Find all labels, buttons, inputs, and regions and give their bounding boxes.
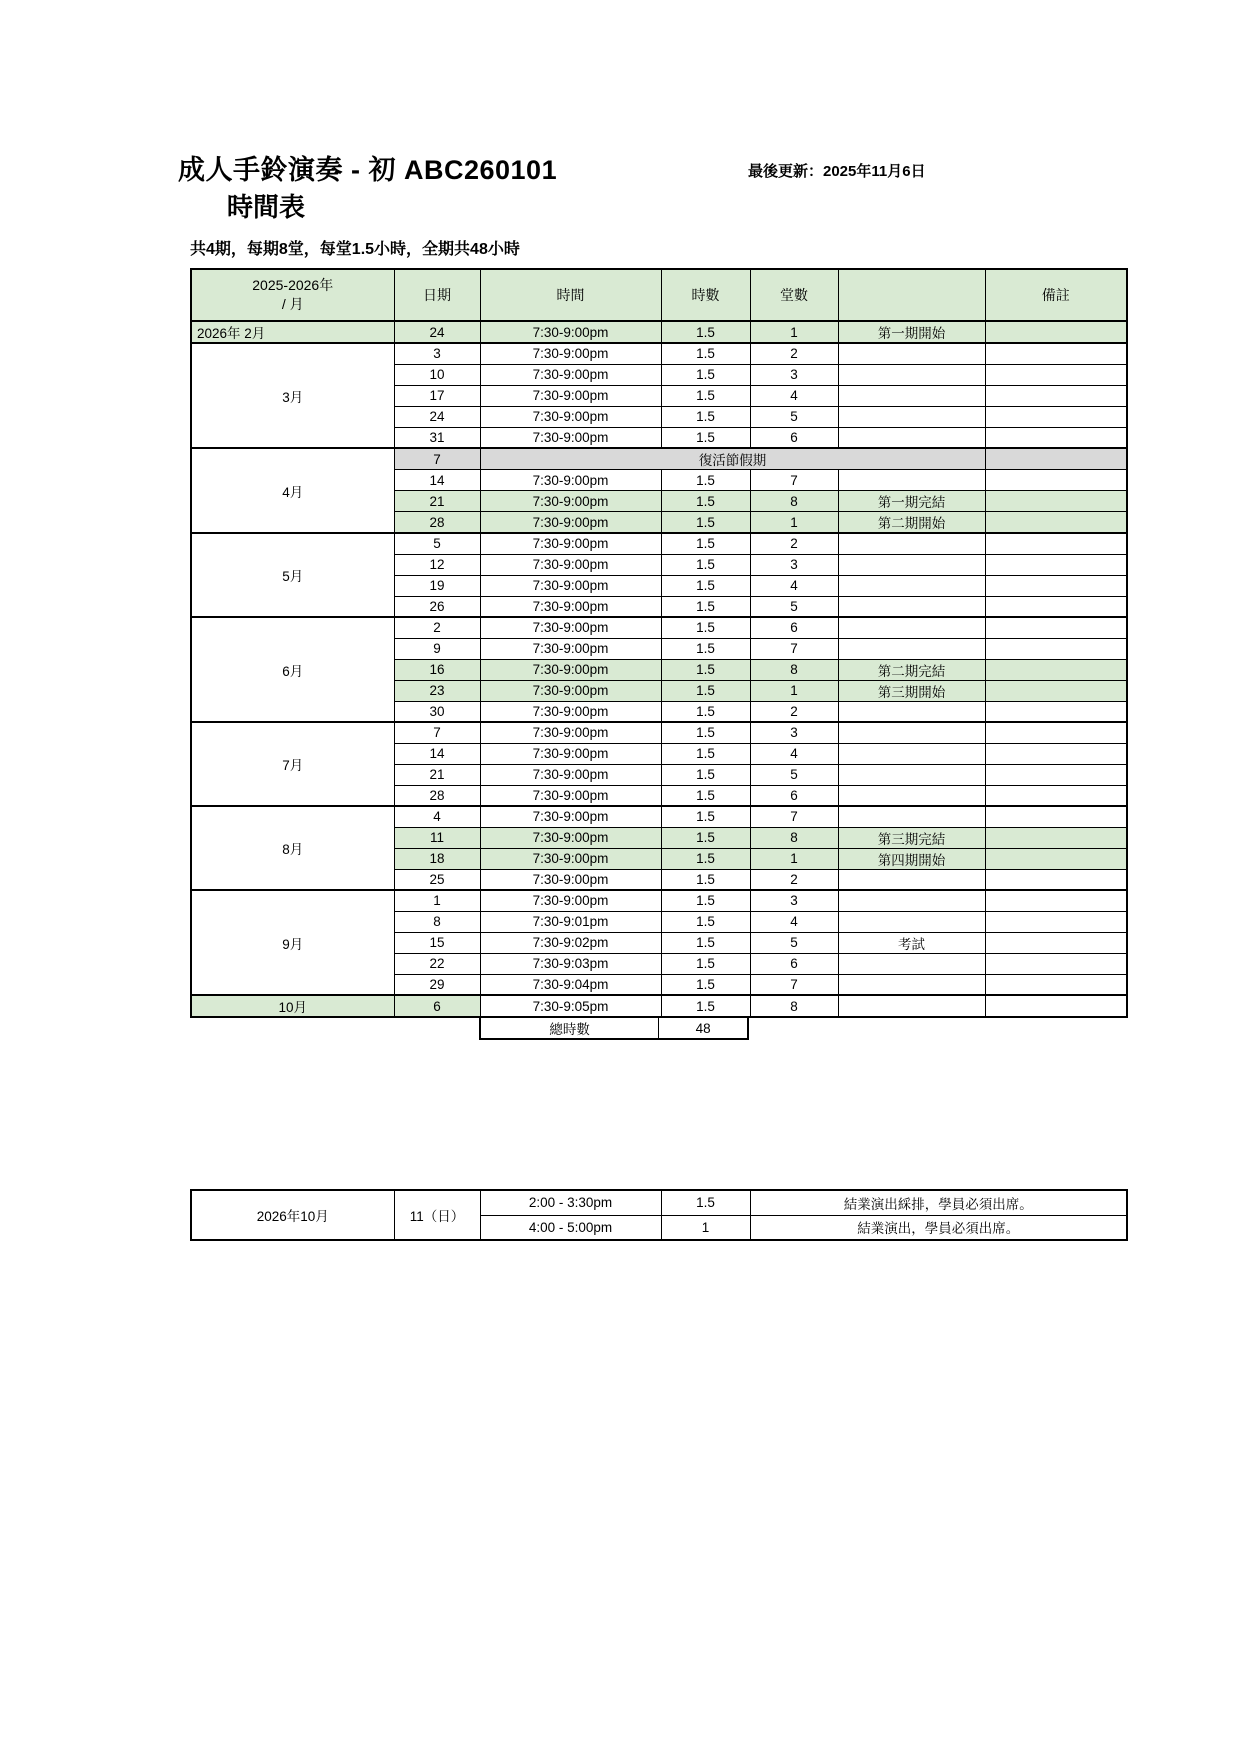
hours-cell: 1.5 <box>661 806 750 827</box>
last-updated-text: 最後更新：2025年11月6日 <box>748 163 926 180</box>
hours-cell: 1.5 <box>661 869 750 890</box>
schedule-row <box>191 722 1127 743</box>
finale-time-cell: 4:00 - 5:00pm <box>480 1215 661 1240</box>
lesson-cell: 5 <box>750 596 838 617</box>
schedule-row <box>191 806 1127 827</box>
time-cell: 7:30-9:00pm <box>480 722 661 743</box>
remark-cell <box>985 890 1127 911</box>
remark-cell <box>985 827 1127 848</box>
note-cell <box>838 764 985 785</box>
lesson-cell: 6 <box>750 953 838 974</box>
remark-cell <box>985 406 1127 427</box>
holiday-row <box>191 448 1127 470</box>
hours-cell: 1.5 <box>661 764 750 785</box>
schedule-row <box>191 321 1127 343</box>
time-cell: 7:30-9:00pm <box>480 806 661 827</box>
note-cell <box>838 701 985 722</box>
note-cell <box>838 596 985 617</box>
page-subtitle: 時間表 <box>227 192 306 222</box>
remark-cell <box>985 995 1127 1017</box>
month-cell: 10月 <box>191 995 394 1017</box>
time-cell: 7:30-9:00pm <box>480 659 661 680</box>
remark-cell <box>985 659 1127 680</box>
remark-cell <box>985 533 1127 554</box>
time-cell: 7:30-9:00pm <box>480 764 661 785</box>
lesson-cell: 7 <box>750 638 838 659</box>
lesson-cell: 3 <box>750 364 838 385</box>
lesson-cell: 2 <box>750 533 838 554</box>
date-cell: 3 <box>394 343 480 364</box>
date-cell: 7 <box>394 722 480 743</box>
lesson-cell: 4 <box>750 743 838 764</box>
finale-note-cell: 結業演出綵排，學員必須出席。 <box>750 1190 1127 1215</box>
hours-cell: 1.5 <box>661 406 750 427</box>
hours-cell: 1.5 <box>661 427 750 448</box>
remark-cell <box>985 932 1127 953</box>
note-cell <box>838 890 985 911</box>
date-cell: 31 <box>394 427 480 448</box>
header-remark-cell: 備註 <box>985 269 1127 321</box>
lesson-cell: 7 <box>750 974 838 995</box>
date-cell: 22 <box>394 953 480 974</box>
remark-cell <box>985 491 1127 512</box>
time-cell: 7:30-9:00pm <box>480 470 661 491</box>
finale-hours-cell: 1 <box>661 1215 750 1240</box>
date-cell: 19 <box>394 575 480 596</box>
lesson-cell: 8 <box>750 827 838 848</box>
date-cell: 6 <box>394 995 480 1017</box>
lesson-cell: 5 <box>750 406 838 427</box>
remark-cell <box>985 385 1127 406</box>
lesson-cell: 6 <box>750 427 838 448</box>
hours-cell: 1.5 <box>661 638 750 659</box>
table-header-row <box>191 269 1127 321</box>
note-cell <box>838 722 985 743</box>
date-cell: 28 <box>394 512 480 534</box>
time-cell: 7:30-9:01pm <box>480 911 661 932</box>
month-cell: 9月 <box>191 890 394 995</box>
date-cell: 5 <box>394 533 480 554</box>
time-cell: 7:30-9:00pm <box>480 617 661 638</box>
schedule-table <box>190 268 1128 1018</box>
lesson-cell: 2 <box>750 869 838 890</box>
time-cell: 7:30-9:00pm <box>480 343 661 364</box>
note-cell <box>838 806 985 827</box>
note-cell: 第一期完結 <box>838 491 985 512</box>
remark-cell <box>985 974 1127 995</box>
time-cell: 7:30-9:02pm <box>480 932 661 953</box>
note-cell <box>838 533 985 554</box>
date-cell: 1 <box>394 890 480 911</box>
lesson-cell: 7 <box>750 806 838 827</box>
hours-cell: 1.5 <box>661 554 750 575</box>
finale-time-cell: 2:00 - 3:30pm <box>480 1190 661 1215</box>
date-cell: 10 <box>394 364 480 385</box>
month-cell: 5月 <box>191 533 394 617</box>
finale-date-cell: 11（日） <box>394 1190 480 1240</box>
note-cell <box>838 343 985 364</box>
note-cell: 第二期開始 <box>838 512 985 534</box>
time-cell: 7:30-9:00pm <box>480 554 661 575</box>
remark-cell <box>985 743 1127 764</box>
date-cell: 4 <box>394 806 480 827</box>
time-cell: 7:30-9:00pm <box>480 890 661 911</box>
time-cell: 7:30-9:00pm <box>480 385 661 406</box>
date-cell: 15 <box>394 932 480 953</box>
lesson-cell: 1 <box>750 848 838 869</box>
schedule-row <box>191 890 1127 911</box>
remark-cell <box>985 364 1127 385</box>
note-cell <box>838 470 985 491</box>
finale-hours-cell: 1.5 <box>661 1190 750 1215</box>
time-cell: 7:30-9:00pm <box>480 827 661 848</box>
date-cell: 14 <box>394 470 480 491</box>
note-cell: 考試 <box>838 932 985 953</box>
hours-cell: 1.5 <box>661 995 750 1017</box>
month-cell: 8月 <box>191 806 394 890</box>
remark-cell <box>985 869 1127 890</box>
hours-cell: 1.5 <box>661 953 750 974</box>
note-cell <box>838 743 985 764</box>
note-cell <box>838 638 985 659</box>
hours-cell: 1.5 <box>661 385 750 406</box>
note-cell <box>838 995 985 1017</box>
note-cell <box>838 953 985 974</box>
lesson-cell: 5 <box>750 932 838 953</box>
time-cell: 7:30-9:00pm <box>480 491 661 512</box>
lesson-cell: 8 <box>750 995 838 1017</box>
lesson-cell: 7 <box>750 470 838 491</box>
schedule-row <box>191 995 1127 1017</box>
time-cell: 7:30-9:00pm <box>480 848 661 869</box>
hours-cell: 1.5 <box>661 321 750 343</box>
remark-cell <box>985 848 1127 869</box>
note-cell <box>838 427 985 448</box>
date-cell: 9 <box>394 638 480 659</box>
schedule-row <box>191 533 1127 554</box>
time-cell: 7:30-9:00pm <box>480 596 661 617</box>
hours-cell: 1.5 <box>661 596 750 617</box>
remark-cell <box>985 764 1127 785</box>
note-cell <box>838 554 985 575</box>
lesson-cell: 2 <box>750 701 838 722</box>
lesson-cell: 8 <box>750 659 838 680</box>
lesson-cell: 1 <box>750 512 838 534</box>
date-cell: 23 <box>394 680 480 701</box>
time-cell: 7:30-9:03pm <box>480 953 661 974</box>
note-cell: 第三期開始 <box>838 680 985 701</box>
finale-note-cell: 結業演出，學員必須出席。 <box>750 1215 1127 1240</box>
total-hours-strip <box>479 1018 749 1040</box>
hours-cell: 1.5 <box>661 974 750 995</box>
lesson-cell: 4 <box>750 575 838 596</box>
note-cell <box>838 364 985 385</box>
month-cell: 2026年 2月 <box>191 321 394 343</box>
header-month-line2: / 月 <box>281 296 304 312</box>
lesson-cell: 5 <box>750 764 838 785</box>
date-cell: 17 <box>394 385 480 406</box>
date-cell: 2 <box>394 617 480 638</box>
note-cell: 第一期開始 <box>838 321 985 343</box>
note-cell <box>838 406 985 427</box>
lesson-cell: 4 <box>750 385 838 406</box>
hours-cell: 1.5 <box>661 722 750 743</box>
time-cell: 7:30-9:00pm <box>480 785 661 806</box>
total-hours-label: 總時數 <box>481 1018 659 1038</box>
lesson-cell: 6 <box>750 785 838 806</box>
remark-cell <box>985 512 1127 534</box>
hours-cell: 1.5 <box>661 343 750 364</box>
lesson-cell: 4 <box>750 911 838 932</box>
remark-cell <box>985 701 1127 722</box>
remark-cell <box>985 680 1127 701</box>
remark-cell <box>985 806 1127 827</box>
course-summary: 共4期，每期8堂，每堂1.5小時，全期共48小時 <box>190 241 520 258</box>
date-cell: 11 <box>394 827 480 848</box>
note-cell: 第三期完結 <box>838 827 985 848</box>
note-cell <box>838 974 985 995</box>
hours-cell: 1.5 <box>661 533 750 554</box>
date-cell: 30 <box>394 701 480 722</box>
date-cell: 21 <box>394 764 480 785</box>
time-cell: 7:30-9:05pm <box>480 995 661 1017</box>
lesson-cell: 3 <box>750 890 838 911</box>
hours-cell: 1.5 <box>661 470 750 491</box>
remark-cell <box>985 427 1127 448</box>
remark-cell <box>985 575 1127 596</box>
hours-cell: 1.5 <box>661 575 750 596</box>
date-cell: 7 <box>394 448 480 470</box>
header-blank-cell <box>838 269 985 321</box>
finale-row <box>191 1190 1127 1215</box>
total-hours-value: 48 <box>695 1020 711 1036</box>
hours-cell: 1.5 <box>661 659 750 680</box>
lesson-cell: 3 <box>750 554 838 575</box>
hours-cell: 1.5 <box>661 512 750 534</box>
remark-cell <box>985 638 1127 659</box>
note-cell: 第二期完結 <box>838 659 985 680</box>
month-cell: 3月 <box>191 343 394 448</box>
remark-cell <box>985 617 1127 638</box>
lesson-cell: 6 <box>750 617 838 638</box>
remark-cell <box>985 343 1127 364</box>
time-cell: 7:30-9:00pm <box>480 701 661 722</box>
date-cell: 29 <box>394 974 480 995</box>
remark-cell <box>985 596 1127 617</box>
finale-table <box>190 1189 1128 1241</box>
header-month-line1: 2025-2026年 <box>252 277 334 294</box>
header-date-cell: 日期 <box>394 269 480 321</box>
note-cell <box>838 911 985 932</box>
time-cell: 7:30-9:00pm <box>480 743 661 764</box>
date-cell: 14 <box>394 743 480 764</box>
finale-month-cell: 2026年10月 <box>191 1190 394 1240</box>
tables-container <box>190 268 1128 1241</box>
remark-cell <box>985 785 1127 806</box>
time-cell: 7:30-9:00pm <box>480 638 661 659</box>
date-cell: 18 <box>394 848 480 869</box>
remark-cell <box>985 470 1127 491</box>
remark-cell <box>985 554 1127 575</box>
time-cell: 7:30-9:00pm <box>480 406 661 427</box>
note-cell <box>838 785 985 806</box>
note-cell: 第四期開始 <box>838 848 985 869</box>
holiday-cell: 復活節假期 <box>480 448 985 470</box>
time-cell: 7:30-9:00pm <box>480 512 661 534</box>
date-cell: 26 <box>394 596 480 617</box>
header-month-cell <box>191 269 394 321</box>
month-cell: 4月 <box>191 448 394 533</box>
time-cell: 7:30-9:04pm <box>480 974 661 995</box>
remark-cell <box>985 321 1127 343</box>
remark-cell <box>985 722 1127 743</box>
date-cell: 12 <box>394 554 480 575</box>
lesson-cell: 2 <box>750 343 838 364</box>
date-cell: 8 <box>394 911 480 932</box>
header-lessons-cell: 堂數 <box>750 269 838 321</box>
hours-cell: 1.5 <box>661 491 750 512</box>
date-cell: 24 <box>394 321 480 343</box>
date-cell: 25 <box>394 869 480 890</box>
time-cell: 7:30-9:00pm <box>480 321 661 343</box>
hours-cell: 1.5 <box>661 701 750 722</box>
hours-cell: 1.5 <box>661 911 750 932</box>
hours-cell: 1.5 <box>661 932 750 953</box>
month-cell: 6月 <box>191 617 394 722</box>
remark-cell <box>985 911 1127 932</box>
header-hours-cell: 時數 <box>661 269 750 321</box>
lesson-cell: 1 <box>750 680 838 701</box>
page-title: 成人手鈴演奏 - 初 ABC260101 <box>178 155 558 185</box>
hours-cell: 1.5 <box>661 785 750 806</box>
date-cell: 24 <box>394 406 480 427</box>
date-cell: 28 <box>394 785 480 806</box>
date-cell: 21 <box>394 491 480 512</box>
hours-cell: 1.5 <box>661 890 750 911</box>
month-cell: 7月 <box>191 722 394 806</box>
date-cell: 16 <box>394 659 480 680</box>
time-cell: 7:30-9:00pm <box>480 680 661 701</box>
lesson-cell: 8 <box>750 491 838 512</box>
schedule-row <box>191 617 1127 638</box>
remark-cell <box>985 953 1127 974</box>
hours-cell: 1.5 <box>661 617 750 638</box>
hours-cell: 1.5 <box>661 743 750 764</box>
lesson-cell: 3 <box>750 722 838 743</box>
time-cell: 7:30-9:00pm <box>480 533 661 554</box>
time-cell: 7:30-9:00pm <box>480 575 661 596</box>
schedule-row <box>191 343 1127 364</box>
hours-cell: 1.5 <box>661 848 750 869</box>
note-cell <box>838 869 985 890</box>
note-cell <box>838 385 985 406</box>
time-cell: 7:30-9:00pm <box>480 869 661 890</box>
hours-cell: 1.5 <box>661 827 750 848</box>
time-cell: 7:30-9:00pm <box>480 364 661 385</box>
time-cell: 7:30-9:00pm <box>480 427 661 448</box>
lesson-cell: 1 <box>750 321 838 343</box>
remark-cell <box>985 448 1127 470</box>
hours-cell: 1.5 <box>661 680 750 701</box>
header-time-cell: 時間 <box>480 269 661 321</box>
note-cell <box>838 575 985 596</box>
hours-cell: 1.5 <box>661 364 750 385</box>
note-cell <box>838 617 985 638</box>
